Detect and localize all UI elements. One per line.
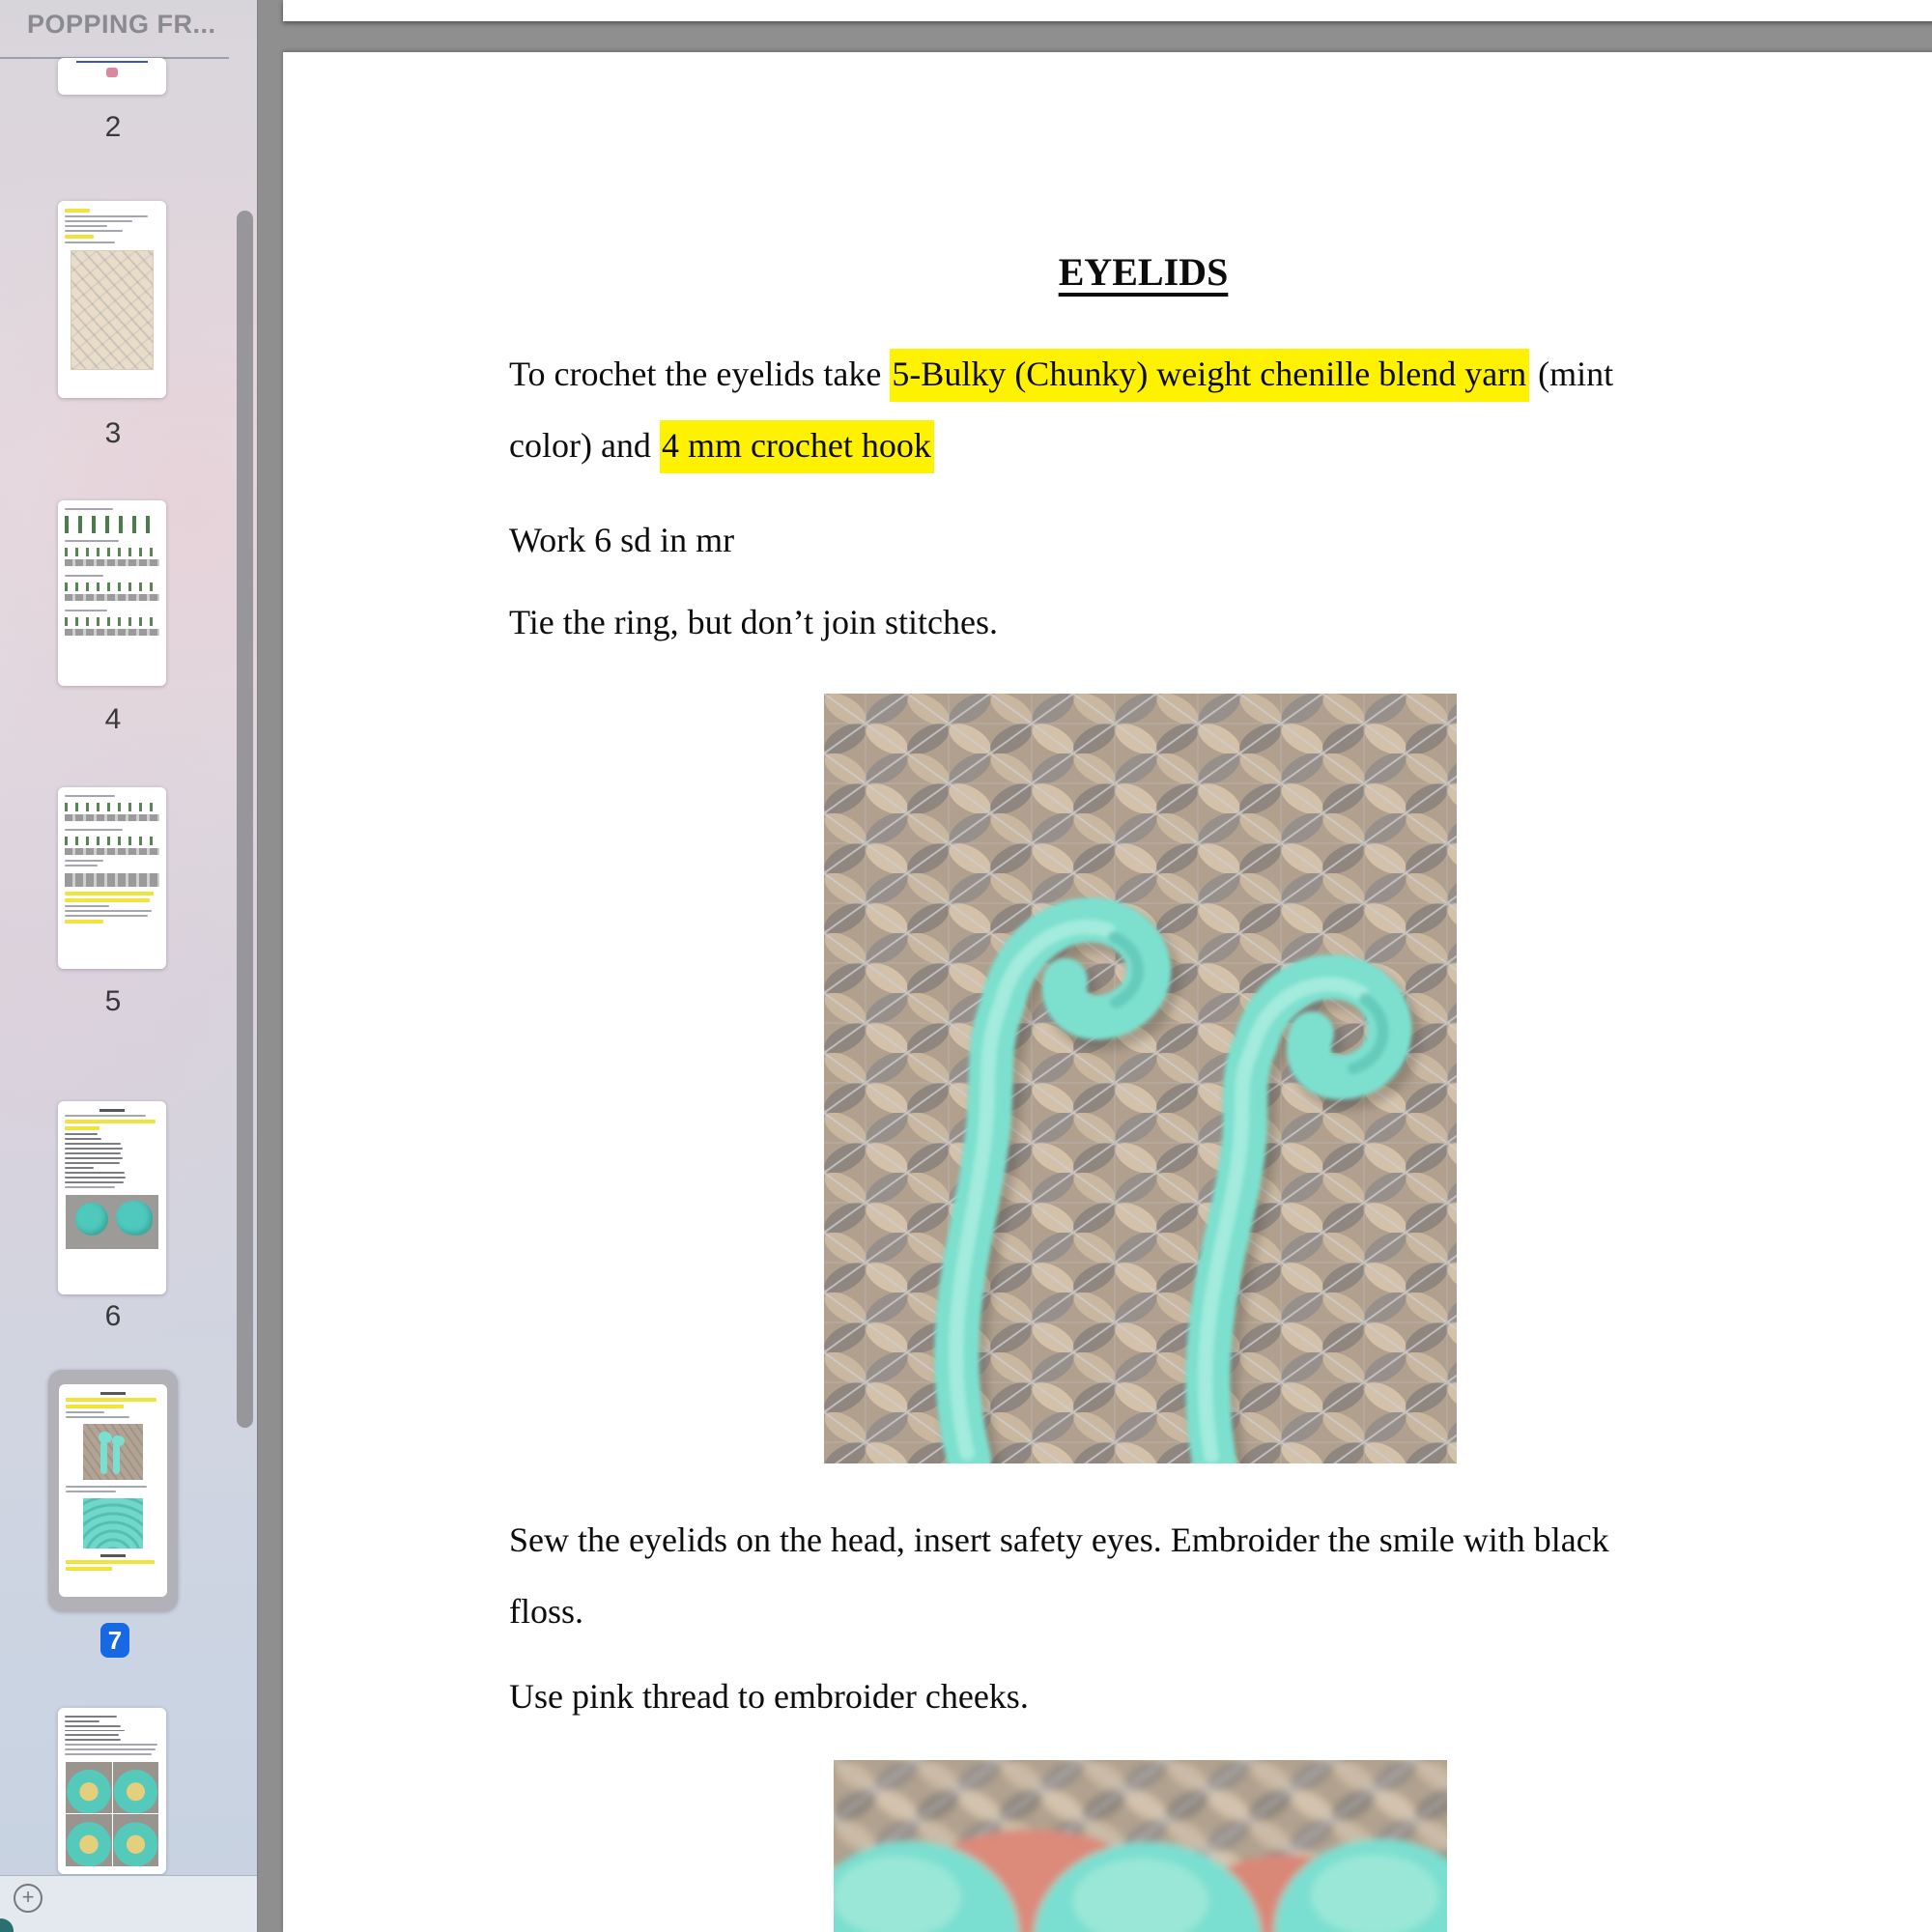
photo-eyelids-on-mat (824, 694, 1457, 1463)
sidebar-bottom-bar (0, 1875, 257, 1932)
thumb4-base-row (65, 629, 159, 636)
thumb5-base-row (65, 814, 159, 821)
thumb5-stitch-row (65, 803, 159, 811)
paragraph-cheeks: Use pink thread to embroider cheeks. (509, 1677, 1029, 1716)
thumb7-title (100, 1392, 126, 1395)
document-title: POPPING FR... (27, 10, 216, 39)
thumb8-rnd-line (65, 1730, 125, 1732)
thumb4-base-row (65, 594, 159, 601)
thumb7-line (66, 1486, 147, 1488)
thumb7-highlight (66, 1405, 124, 1408)
thumb7-highlight (66, 1560, 155, 1564)
thumb4-line (65, 508, 113, 510)
thumb4-line (65, 610, 107, 611)
thumb2-link-line (76, 61, 148, 63)
paragraph-supplies: To crochet the eyelids take 5-Bulky (Chunky) weight chenille blend yarn (mint color) and 4 mm crochet hook (509, 338, 1861, 481)
sidebar-thumbnail-page-3[interactable] (58, 201, 166, 398)
thumb6-rnd-line (65, 1157, 123, 1159)
page-number-5: 5 (104, 985, 122, 1017)
highlighted-text: 4 mm crochet hook (660, 420, 934, 473)
sidebar-scrollbar[interactable] (237, 211, 253, 1428)
thumb6-rnd-line (65, 1181, 124, 1183)
thumb6-line (65, 1186, 115, 1188)
thumb5-highlight (65, 892, 154, 895)
thumb3-diagram-image (71, 250, 154, 370)
paragraph-sew: Sew the eyelids on the head, insert safety eyes. Embroider the smile with black floss. (509, 1520, 1609, 1631)
thumb4-stitch-row (65, 516, 159, 533)
thumb5-line (65, 860, 103, 862)
thumb5-line (65, 829, 123, 831)
page-number-6: 6 (104, 1300, 122, 1332)
thumb4-stitch-row (65, 617, 159, 626)
thumb6-rnd-line (65, 1172, 125, 1174)
thumb4-line (65, 575, 103, 577)
thumb6-rnd-line (65, 1148, 123, 1150)
thumb5-line (65, 905, 109, 907)
thumb3-line (65, 225, 107, 227)
thumb6-title (99, 1109, 125, 1112)
document-viewer (258, 0, 1932, 1932)
thumb7-photo-head (83, 1498, 143, 1548)
thumb3-line (65, 215, 148, 217)
sidebar-thumbnail-page-8[interactable] (58, 1708, 166, 1874)
thumb5-ruffle-diagram (65, 873, 159, 887)
thumb4-line (65, 540, 119, 542)
thumb3-line (65, 220, 132, 222)
thumb7-photo-eyelids (83, 1424, 143, 1480)
thumb6-rnd-line (65, 1152, 121, 1154)
thumb5-highlight (65, 920, 103, 923)
thumb6-rnd-line (65, 1143, 121, 1145)
thumb8-rnd-line (65, 1725, 121, 1727)
thumb5-base-row (65, 848, 159, 855)
sidebar-thumbnail-page-4[interactable] (58, 500, 166, 686)
thumb6-rnd-line (65, 1162, 120, 1164)
sidebar-thumbnail-page-6[interactable] (58, 1101, 166, 1294)
sidebar-thumbnail-page-7[interactable] (59, 1384, 167, 1597)
sidebar-thumbnail-page-5[interactable] (58, 787, 166, 969)
thumbnail-sidebar (0, 0, 258, 1932)
thumb3-line (65, 230, 123, 232)
thumb3-highlight (65, 235, 94, 239)
sidebar-thumbnail-page-2[interactable] (58, 58, 166, 95)
thumb5-line (65, 915, 148, 917)
thumb6-highlight (65, 1126, 99, 1130)
paragraph-work: Work 6 sd in mr (509, 521, 735, 559)
thumb3-highlight (65, 209, 90, 213)
photo-eyelids-on-head (834, 1760, 1447, 1932)
thumb5-highlight (65, 898, 150, 902)
thumb7-line (66, 1416, 129, 1418)
thumb3-line (65, 242, 115, 243)
zoom-add-button[interactable]: + (14, 1884, 43, 1913)
thumb6-rnd-line (65, 1138, 101, 1140)
page-7 (283, 52, 1932, 1932)
thumb5-line (65, 865, 98, 867)
selected-page-badge: 7 (100, 1623, 129, 1658)
thumb7-highlight (66, 1567, 112, 1571)
thumb7-line (66, 1411, 104, 1413)
thumb8-para-line (65, 1744, 157, 1746)
thumb2-logo-mark (106, 68, 118, 77)
highlighted-text: 5-Bulky (Chunky) weight chenille blend yarn (890, 349, 1529, 402)
paragraph-ring: Tie the ring, but don’t join stitches. (509, 603, 999, 641)
thumb8-photo-grid (66, 1762, 158, 1866)
thumb4-stitch-row (65, 548, 159, 556)
thumb8-rnd-line (65, 1734, 119, 1736)
page-number-3: 3 (104, 417, 122, 449)
thumb5-line (65, 795, 115, 797)
thumb4-base-row (65, 559, 159, 566)
thumb8-rnd-line (65, 1739, 121, 1741)
thumb8-rnd-line (65, 1716, 117, 1718)
thumb6-line (65, 1115, 146, 1117)
section-heading-text: EYELIDS (1058, 250, 1229, 294)
page-number-4: 4 (104, 703, 122, 735)
thumb4-stitch-row (65, 582, 159, 591)
thumb8-para-line (65, 1748, 156, 1750)
page-number-2: 2 (104, 111, 122, 143)
thumb6-highlight (65, 1120, 156, 1123)
thumb6-rnd-line (65, 1177, 126, 1179)
section-heading (283, 249, 1932, 295)
thumb5-line (65, 910, 152, 912)
page-6-bottom-edge (283, 0, 1932, 21)
thumb6-photo-crochet-domes (66, 1195, 158, 1249)
thumb6-rnd-line (65, 1133, 98, 1135)
thumb8-rnd-line (65, 1720, 99, 1722)
thumb7-title2 (100, 1554, 126, 1557)
thumb7-line (66, 1491, 116, 1492)
thumb8-para-line (65, 1753, 152, 1755)
thumb5-stitch-row (65, 837, 159, 845)
thumb6-rnd-line (65, 1167, 94, 1169)
thumb7-highlight (66, 1398, 156, 1402)
